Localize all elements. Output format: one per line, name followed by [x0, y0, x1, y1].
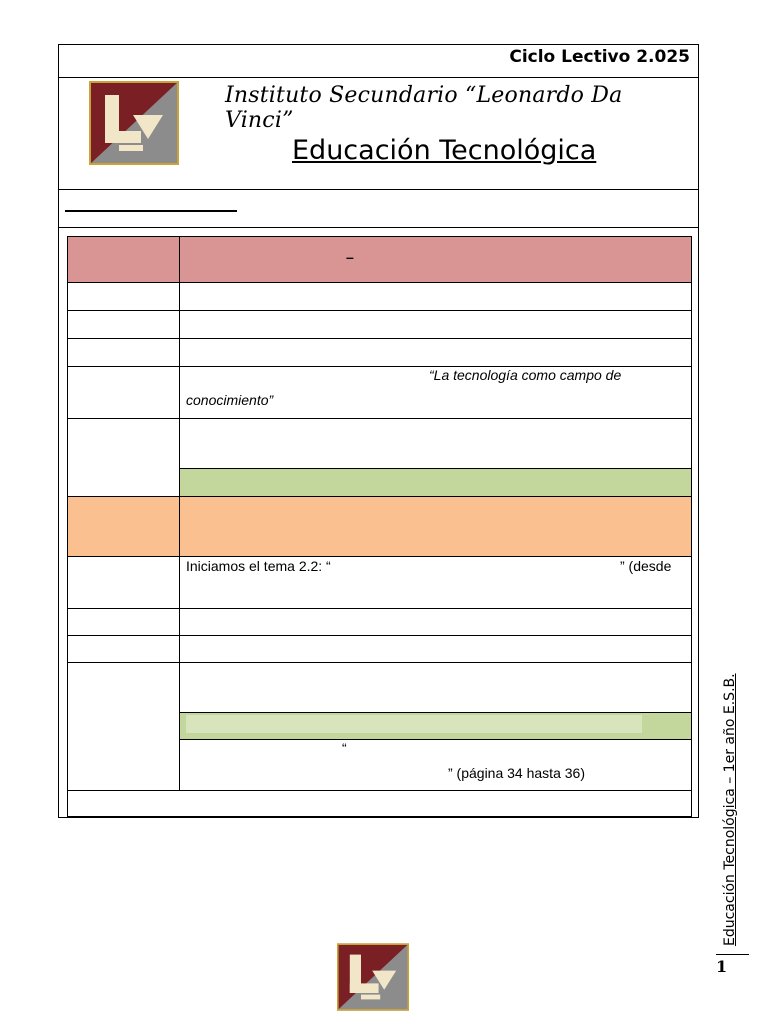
table-row	[67, 418, 180, 497]
table-row	[67, 366, 180, 419]
topic-intro-end: ” (desde	[620, 558, 672, 574]
table-header-right	[179, 236, 692, 283]
activity-table-container	[58, 228, 699, 818]
table-footer-row	[67, 790, 692, 817]
table-row	[179, 366, 692, 419]
table-row	[179, 739, 692, 791]
institute-name: Instituto Secundario “Leonardo Da Vinci”	[225, 83, 623, 133]
table-row	[179, 608, 692, 636]
reading-open-quote: “	[342, 740, 347, 756]
topic-quote-cont: conocimiento”	[186, 392, 274, 408]
table-row	[67, 338, 180, 367]
green-band	[179, 468, 692, 497]
document-header	[58, 44, 699, 190]
table-row	[179, 338, 692, 367]
school-logo-icon	[89, 81, 179, 165]
table-row	[67, 310, 180, 339]
table-row	[67, 662, 180, 791]
section-header-right	[179, 496, 692, 557]
footer-logo-icon	[337, 943, 409, 1011]
school-year: Ciclo Lectivo 2.025	[509, 47, 690, 67]
table-row	[179, 282, 692, 311]
table-row	[179, 310, 692, 339]
table-row	[179, 556, 692, 609]
table-row	[67, 282, 180, 311]
green-band-highlight	[186, 715, 642, 733]
name-underline	[65, 210, 237, 212]
table-row	[179, 418, 692, 469]
header-divider	[59, 77, 698, 78]
green-band	[179, 712, 692, 740]
header-dash: –	[346, 249, 354, 265]
table-header-left	[67, 236, 180, 283]
table-row	[67, 556, 180, 609]
student-name-box	[58, 190, 699, 228]
table-row	[67, 635, 180, 663]
table-row	[179, 662, 692, 713]
section-header-left	[67, 496, 180, 557]
side-course-label: Educación Tecnológica – 1er año E.S.B.	[722, 673, 738, 946]
reading-pages: ” (página 34 hasta 36)	[448, 765, 585, 781]
subject-title: Educación Tecnológica	[292, 135, 597, 166]
page-number: 1	[716, 954, 749, 976]
table-row	[179, 635, 692, 663]
table-row	[67, 608, 180, 636]
topic-quote: “La tecnología como campo de	[429, 367, 622, 383]
topic-intro: Iniciamos el tema 2.2: “	[186, 558, 331, 574]
